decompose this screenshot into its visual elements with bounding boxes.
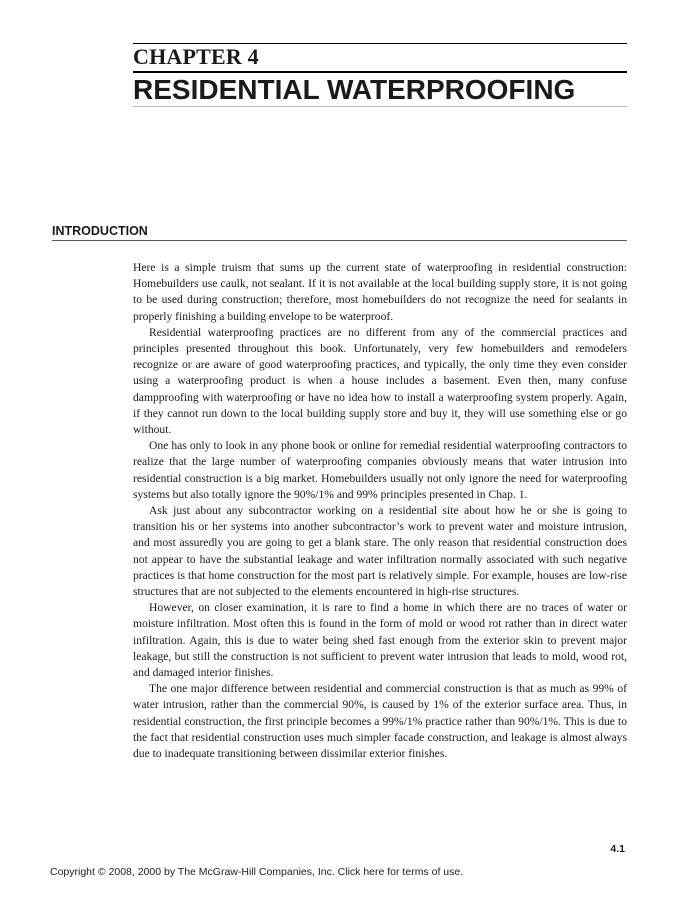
page-number: 4.1	[610, 843, 625, 855]
copyright-footer-link[interactable]: Copyright © 2008, 2000 by The McGraw-Hill Companies, Inc. Click here for terms of use.	[50, 866, 464, 878]
chapter-label: CHAPTER 4	[133, 44, 259, 69]
chapter-title-bottom-rule	[133, 106, 627, 107]
chapter-title-rule	[133, 71, 627, 73]
paragraph-2: Residential waterproofing practices are no different from any of the commercial practices and principles presented throughout this book. Unfortunately, very few homebuilders and remodelers recognize or are aware of good waterproofing practices, and typically, the only time they even consider using a waterproofing product is when a house includes a basement. Even then, many confuse dampproofing with waterproofing or have no idea how to install a waterproofing system properly. Again, if they cannot run down to the local building supply store and buy it, they will use something else or go without.	[133, 325, 627, 437]
paragraph-3: One has only to look in any phone book or online for remedial residential waterproofing contractors to realize that the large number of waterproofing companies obviously means that water intrusion into residential construction is a big market. Homebuilders usually not only ignore the need for waterproofing systems but also totally ignore the 90%/1% and 99% principles presented in Chap. 1.	[133, 439, 627, 501]
paragraph-5: However, on closer examination, it is rare to find a home in which there are no traces of water or moisture infiltration. Most often this is found in the form of mold or wood rot rather than in direct water infiltration. Again, this is due to water being shed fast enough from the exterior skin to prevent major leakage, but still the construction is not sufficient to prevent water intrusion that leads to mold, wood rot, and damaged interior finishes.	[133, 601, 627, 680]
paragraph-1: Here is a simple truism that sums up the current state of waterproofing in residential construction: Homebuilders use caulk, not sealant. If it is not available at the local building supply store, it is not going to be used during construction; therefore, most homebuilders do not recognize the need for sealants in properly finishing a building envelope to be waterproof.	[133, 261, 627, 323]
body-text	[133, 260, 627, 762]
section-heading-rule	[52, 240, 627, 241]
paragraph-4: Ask just about any subcontractor working on a residential site about how he or she is going to transition his or her systems into another subcontractor’s work to prevent water and moisture intrusion, and most assuredly you are going to get a blank stare. The only reason that residential construction does not appear to have the substantial leakage and water infiltration normally associated with such negative practices is that home construction for the most part is relatively simple. For example, houses are low-rise structures that are not subjected to the elements encountered in high-rise structures.	[133, 504, 627, 599]
section-heading: INTRODUCTION	[52, 224, 148, 238]
chapter-title: RESIDENTIAL WATERPROOFING	[133, 74, 576, 105]
paragraph-6: The one major difference between residential and commercial construction is that as much as 99% of water intrusion, rather than the commercial 90%, is caused by 1% of the exterior surface area. Thus, in residential construction, the first principle becomes a 99%/1% practice rather than 90%/1%. This is due to the fact that residential construction uses much simpler facade construction, and leakage is almost always due to inadequate transitioning between dissimilar exterior finishes.	[133, 682, 627, 761]
